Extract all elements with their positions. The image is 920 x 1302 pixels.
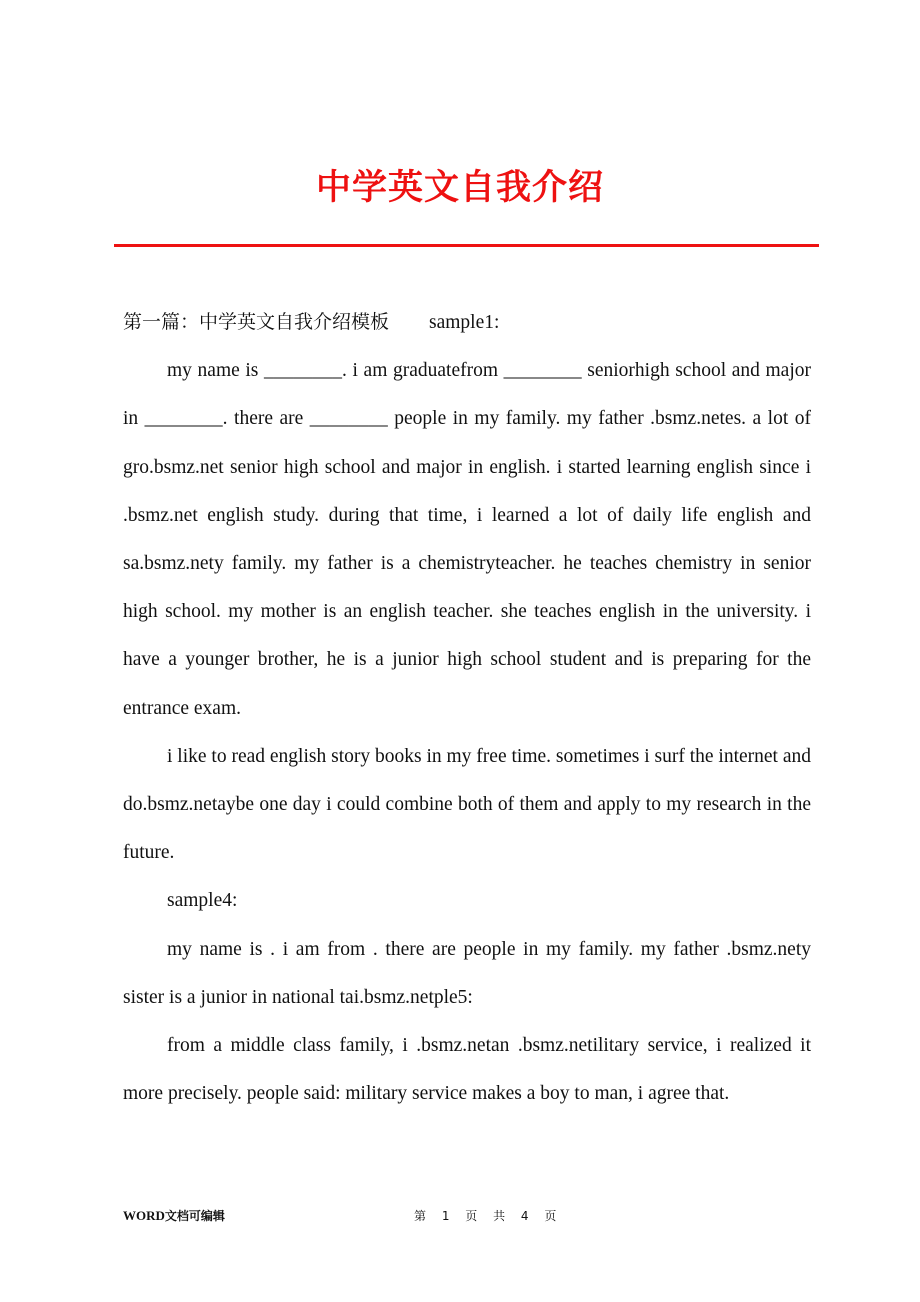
- footer-word: WORD: [123, 1208, 165, 1223]
- sample-label: sample1:: [429, 312, 500, 333]
- chapter-heading: 第一篇：中学英文自我介绍模板: [123, 311, 390, 333]
- paragraph-4: my name is . i am from . there are people in my family. my father .bsmz.nety sister is a junior in national tai.bsmz.netple5:: [123, 938, 811, 1008]
- paragraph-1: my name is ________. i am graduatefrom ________ seniorhigh school and major in ________. there are ________ people in my family. my father .bsmz.netes. a lot of gro.bsmz.net senior high school and major in english. i started learning english since i .bsmz.net english study. during that time, i learned a lot of daily life english and sa.bsmz.nety family. my father is a chemistryteacher. he teaches chemistry in senior high school. my mother is an english teacher. she teaches english in the university. i have a younger brother, he is a junior high school student and is preparing for the entrance exam.: [123, 360, 811, 719]
- footer-label: [123, 1204, 225, 1228]
- footer-editable: 文档可编辑: [164, 1209, 225, 1223]
- document-title: 中学英文自我介绍: [315, 168, 604, 208]
- paragraph-5: from a middle class family, i .bsmz.netan .bsmz.netilitary service, i realized it more precisely. people said: military service makes a boy to man, i agree that.: [123, 1035, 811, 1105]
- document-body: [123, 298, 811, 1118]
- title-divider: [114, 244, 819, 247]
- paragraph-2: i like to read english story books in my free time. sometimes i surf the internet and do.bsmz.netaybe one day i could combine both of them and apply to my research in the future.: [123, 745, 811, 864]
- section-heading: [123, 298, 811, 347]
- paragraph-3: sample4:: [167, 890, 238, 912]
- page-number: 第 1 页 共 4 页: [414, 1209, 563, 1223]
